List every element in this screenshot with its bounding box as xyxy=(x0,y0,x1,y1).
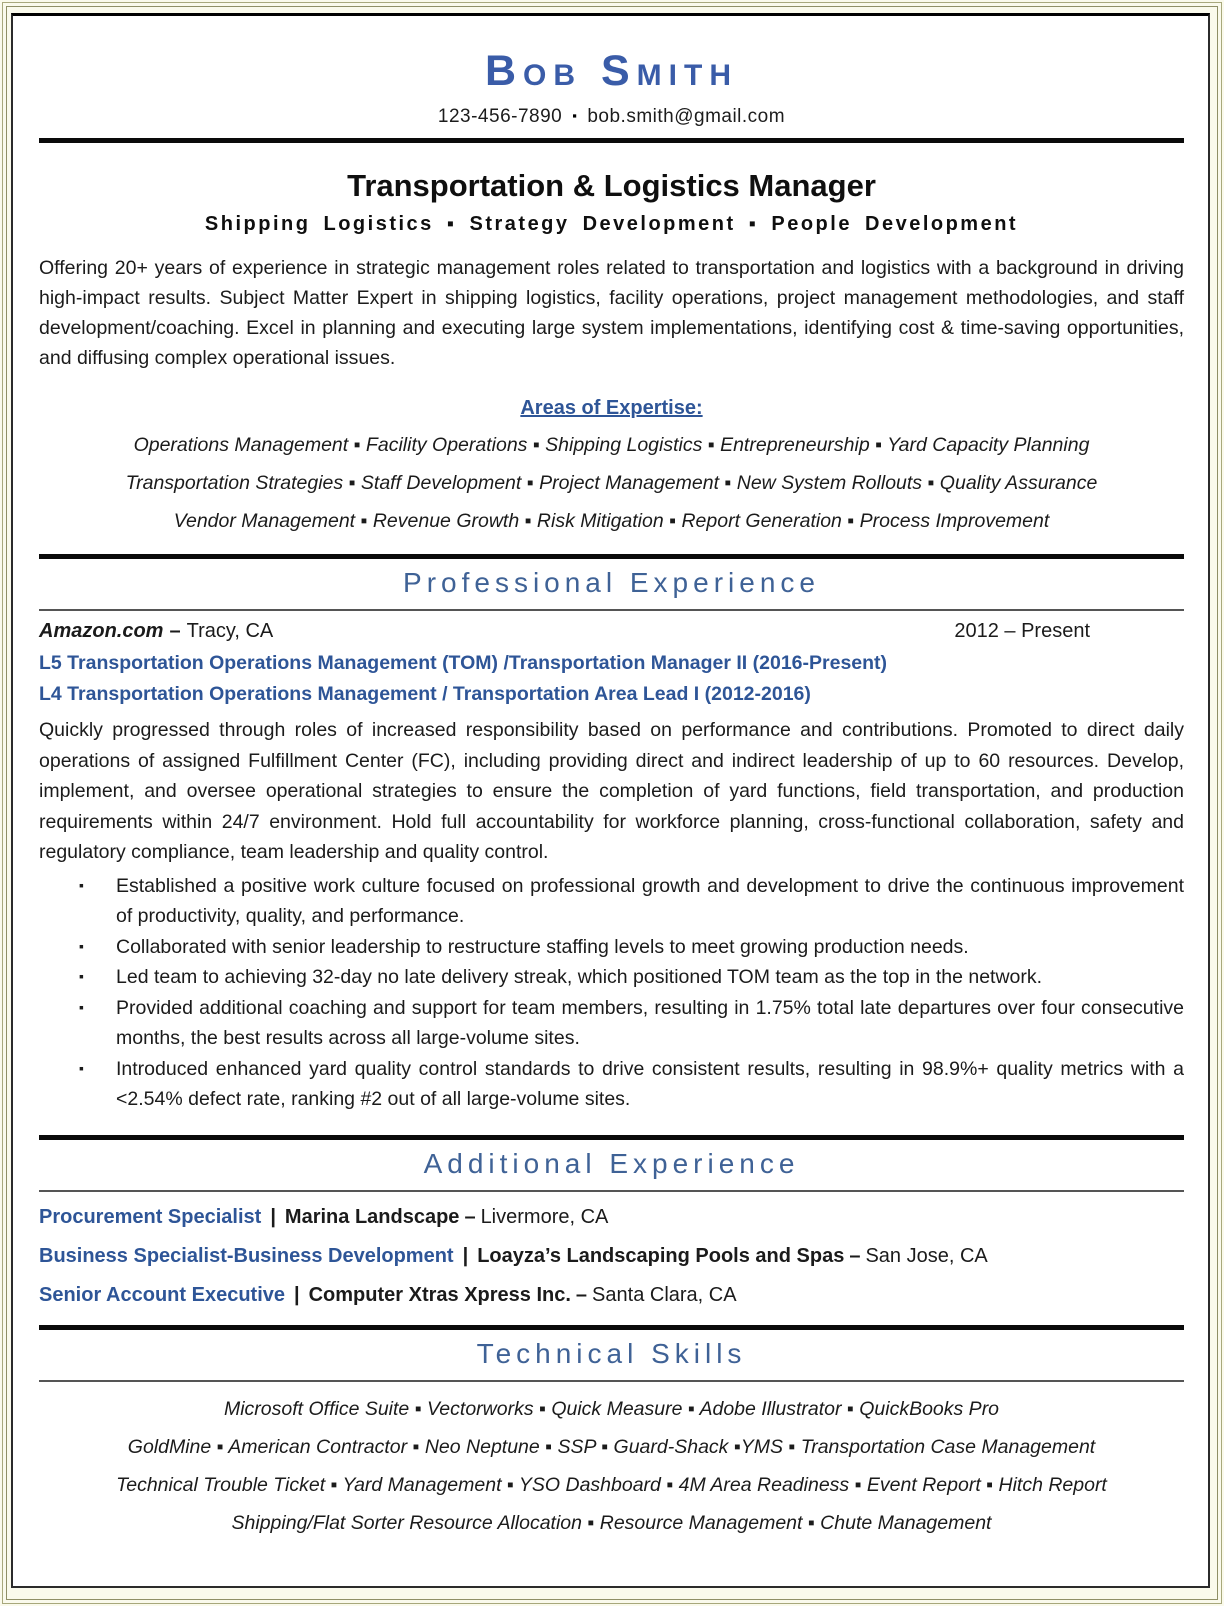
phone-number: 123-456-7890 xyxy=(437,106,563,127)
job-company: Computer Xtras Xpress Inc. xyxy=(308,1283,571,1306)
job-company: Marina Landscape xyxy=(284,1205,460,1228)
achievement-text: Collaborated with senior leadership to restructure staffing levels to meet growing production needs. xyxy=(116,935,969,958)
section-divider-thin xyxy=(39,609,1184,611)
achievement-text: Introduced enhanced yard quality control standards to drive consistent results, resulting in 98.9%+ quality metrics with a <2.54% defect rate, ranking #2 out of all large-volume sites. xyxy=(116,1057,1184,1110)
square-bullet-icon: ▪ xyxy=(79,968,84,984)
skills-row: Technical Trouble Ticket ▪ Yard Management ▪ YSO Dashboard ▪ 4M Area Readiness ▪ Event Report ▪ Hitch Report xyxy=(116,1473,1107,1496)
square-bullet-icon: ▪ xyxy=(79,876,84,893)
job-title-heading: Transportation & Logistics Manager xyxy=(347,168,876,203)
square-separator-icon: ▪ xyxy=(572,108,578,123)
section-heading-additional-experience: Additional Experience xyxy=(423,1147,800,1179)
expertise-row: Transportation Strategies ▪ Staff Development ▪ Project Management ▪ New System Rollouts ▪ Quality Assurance xyxy=(125,472,1098,494)
job-title: Business Specialist-Business Development xyxy=(39,1244,454,1267)
achievement-text: Established a positive work culture focused on professional growth and development to drive the continuous improvement of productivity, quality, and performance. xyxy=(116,874,1184,927)
square-bullet-icon: ▪ xyxy=(79,1059,84,1076)
role-title: L4 Transportation Operations Management / Transportation Area Lead I (2012-2016) xyxy=(39,683,811,705)
role-list xyxy=(39,650,1184,707)
achievement-list xyxy=(39,871,1184,1115)
expertise-row: Vendor Management ▪ Revenue Growth ▪ Risk Mitigation ▪ Report Generation ▪ Process Improvement xyxy=(173,510,1050,532)
resume-sheet xyxy=(11,13,1210,1588)
skills-list xyxy=(39,1390,1184,1542)
section-divider-thin xyxy=(39,1190,1184,1192)
company-location: Tracy, CA xyxy=(186,620,274,642)
expertise-row: Operations Management ▪ Facility Operations ▪ Shipping Logistics ▪ Entrepreneurship ▪ Yard Capacity Planning xyxy=(133,434,1090,456)
job-location: Santa Clara, CA xyxy=(592,1283,737,1306)
skills-row: Shipping/Flat Sorter Resource Allocation ▪ Resource Management ▪ Chute Management xyxy=(231,1511,992,1534)
section-heading-professional-experience: Professional Experience xyxy=(403,567,820,598)
additional-job-list xyxy=(39,1204,1184,1309)
job-title: Procurement Specialist xyxy=(39,1205,262,1228)
achievement-item xyxy=(39,993,1184,1054)
dash-separator: – xyxy=(169,620,181,642)
company-name: Amazon.com xyxy=(39,620,164,642)
job-title: Senior Account Executive xyxy=(39,1283,285,1306)
section-additional-experience xyxy=(39,1135,1184,1309)
contact-line xyxy=(39,104,1184,129)
additional-job-row xyxy=(39,1243,1184,1270)
achievement-item xyxy=(39,932,1184,963)
square-bullet-icon: ▪ xyxy=(79,937,84,954)
achievement-item xyxy=(39,1054,1184,1115)
pipe-separator: | xyxy=(294,1283,300,1306)
job-company: Loayza’s Landscaping Pools and Spas xyxy=(477,1244,845,1267)
areas-of-expertise-heading: Areas of Expertise: xyxy=(520,397,703,419)
skills-row: GoldMine ▪ American Contractor ▪ Neo Neptune ▪ SSP ▪ Guard-Shack ▪YMS ▪ Transportation Case Management xyxy=(127,1435,1096,1458)
section-divider-thin xyxy=(39,1380,1184,1382)
candidate-name: Bob Smith xyxy=(485,47,738,95)
summary-paragraph: Offering 20+ years of experience in strategic management roles related to transportation and logistics with a background in driving high-impact results. Subject Matter Expert in shipping logistics, facility operations, project management methodologies, and staff development/coaching. Excel in planning and executing large system implementations, identifying cost & time-saving opportunities, and diffusing complex operational issues. xyxy=(39,257,1184,369)
achievement-item xyxy=(39,871,1184,932)
job-location: Livermore, CA xyxy=(480,1205,609,1228)
pipe-separator: | xyxy=(462,1244,469,1267)
achievement-item xyxy=(39,962,1184,993)
section-professional-experience xyxy=(39,554,1184,1115)
pipe-separator: | xyxy=(270,1205,276,1228)
role-title: L5 Transportation Operations Management (TOM) /Transportation Manager II (2016-Present) xyxy=(39,652,888,674)
company-line xyxy=(39,618,273,644)
additional-job-row xyxy=(39,1282,1184,1309)
square-bullet-icon: ▪ xyxy=(79,998,84,1015)
section-technical-skills xyxy=(39,1325,1184,1542)
email-address: bob.smith@gmail.com xyxy=(587,106,786,127)
header-divider xyxy=(39,138,1184,143)
achievement-text: Provided additional coaching and support for team members, resulting in 1.75% total late departures over four consecutive months, the best results across all large-volume sites. xyxy=(116,996,1184,1049)
company-row xyxy=(39,618,1184,644)
additional-job-row xyxy=(39,1204,1184,1231)
role-description: Quickly progressed through roles of increased responsibility based on performance and contributions. Promoted to direct daily operations of assigned Fulfillment Center (FC), including providing direct and indirect leadership of up to 60 resources. Develop, implement, and oversee operational strategies to ensure the completion of yard functions, field transportation, and production requirements within 24/7 environment. Hold full accountability for workforce planning, cross-functional collaboration, safety and regulatory compliance, team leadership and quality control. xyxy=(39,719,1184,863)
skills-row: Microsoft Office Suite ▪ Vectorworks ▪ Quick Measure ▪ Adobe Illustrator ▪ QuickBooks Pro xyxy=(223,1397,1000,1420)
dash-separator: – xyxy=(464,1205,476,1228)
section-heading-technical-skills: Technical Skills xyxy=(476,1337,747,1369)
headline-keywords: Shipping Logistics ▪ Strategy Development ▪ People Development xyxy=(204,213,1019,235)
achievement-text: Led team to achieving 32-day no late delivery streak, which positioned TOM team as the top in the network. xyxy=(116,966,1043,988)
expertise-list xyxy=(39,426,1184,540)
job-location: San Jose, CA xyxy=(865,1244,988,1267)
dash-separator: – xyxy=(575,1283,588,1306)
dash-separator: – xyxy=(849,1244,861,1267)
date-range: 2012 – Present xyxy=(954,620,1090,642)
